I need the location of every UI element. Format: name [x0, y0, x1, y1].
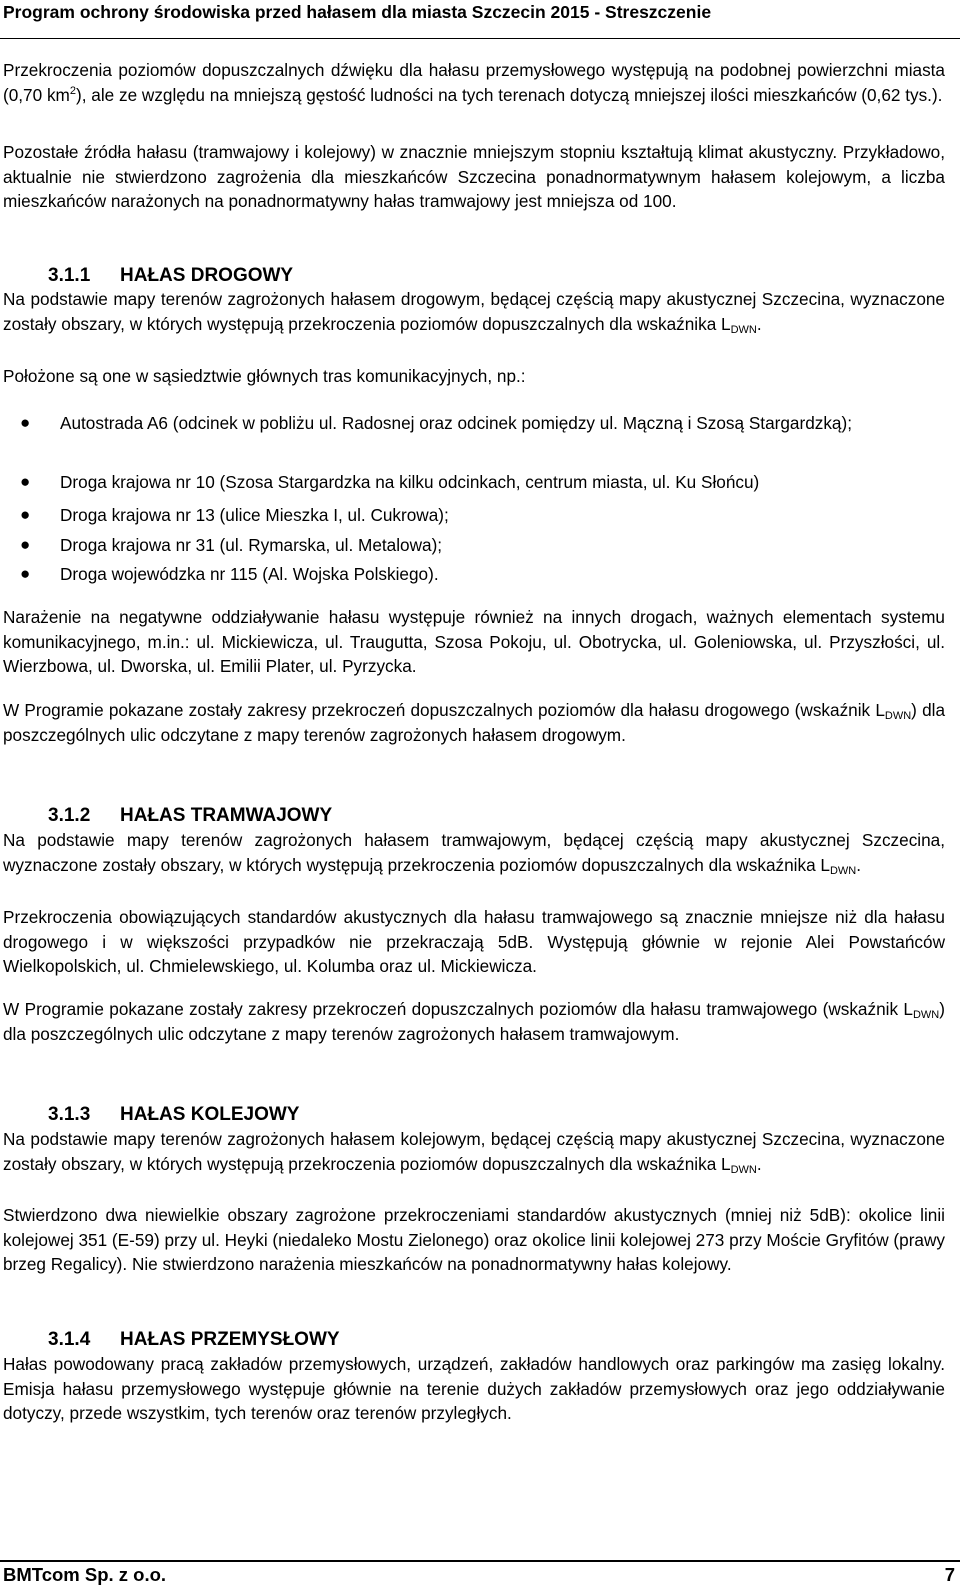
road-p4-text-a: W Programie pokazane zostały zakresy przekroczeń dopuszczalnych poziomów dla hałasu drogowego (wskaźnik L — [3, 700, 885, 720]
rail-p1-text-b: . — [756, 1153, 762, 1174]
company-name: BMTcom Sp. z o.o. — [3, 1564, 167, 1585]
bullet-icon: ● — [20, 413, 31, 432]
list-item-text: Droga krajowa nr 13 (ulice Mieszka I, ul. Cukrowa); — [60, 505, 449, 525]
road-p4-text-b: ) dla poszczególnych ulic odczytane z mapy terenów zagrożonych hałasem drogowym. — [3, 700, 945, 745]
rail-paragraph-2: Stwierdzono dwa niewielkie obszary zagrożone przekroczeniami standardów akustycznych (mniej niż 5dB): okolice linii kolejowej 351 (E-59) przy ul. Heyki (niedaleko Mostu Zielonego) oraz okolice linii kolejowej 273 przy Moście Gryfitów (prawy brzeg Regalicy). Nie stwierdzono narażenia mieszkańców na ponadnormatywny hałas kolejowy. — [3, 1205, 945, 1274]
road-paragraph-3: Narażenie na negatywne oddziaływanie hałasu występuje również na innych drogach, ważnych elementach systemu komunikacyjnego, m.in.: ul. Mickiewicza, ul. Traugutta, Szosa Pokoju, ul. Obotrycka, ul. Goleniowska, ul. Przyszłości, ul. Wierzbowa, ul. Dworska, ul. Emilii Plater, ul. Pyrzycka. — [3, 607, 945, 676]
document-title: Program ochrony środowiska przed hałasem dla miasta Szczecin 2015 - Streszczenie — [3, 2, 712, 22]
list-item — [0, 411, 945, 460]
page-number: 7 — [944, 1564, 955, 1585]
section-title-rail: HAŁAS KOLEJOWY — [120, 1104, 300, 1125]
section-number-tram: 3.1.2 — [48, 805, 91, 826]
tram-p1-text-b: . — [856, 854, 862, 875]
section-heading-industrial — [48, 1328, 340, 1352]
tram-p1-subscript: DWN — [829, 864, 857, 877]
list-item-text: Droga krajowa nr 10 (Szosa Stargardzka na kilku odcinkach, centrum miasta, ul. Ku Słońcu) — [60, 472, 760, 492]
section-title-tram: HAŁAS TRAMWAJOWY — [120, 805, 333, 826]
tram-paragraph-2: Przekroczenia obowiązujących standardów akustycznych dla hałasu tramwajowego są znacznie mniejsze niż dla hałasu drogowego i w większości przypadków nie przekraczają 5dB. Występują głównie w rejonie Alei Powstańców Wielkopolskich, ul. Chmielewskiego, ul. Kolumba oraz ul. Mickiewicza. — [3, 907, 945, 976]
industrial-paragraph-1: Hałas powodowany pracą zakładów przemysłowych, urządzeń, zakładów handlowych oraz parkingów ma zasięg lokalny. Emisja hałasu przemysłowego występuje głównie na terenie dużych zakładów przemysłowych oraz jego oddziaływanie dotyczy, przede wszystkim, tych terenów oraz terenów przyległych. — [3, 1354, 945, 1423]
road-paragraph-2: Położone są one w sąsiedztwie głównych tras komunikacyjnych, np.: — [3, 366, 526, 386]
intro-paragraph-2: Pozostałe źródła hałasu (tramwajowy i kolejowy) w znacznie mniejszym stopniu kształtują klimat akustyczny. Przykładowo, aktualnie nie stwierdzono zagrożenia dla mieszkańców Szczecina ponadnormatywnym hałasem kolejowym, a liczba mieszkańców narażonych na ponadnormatywny hałas tramwajowy jest mniejsza od 100. — [3, 142, 945, 211]
section-title-road: HAŁAS DROGOWY — [120, 265, 294, 286]
road-paragraph-1 — [3, 287, 945, 336]
road-p1-text-a: Na podstawie mapy terenów zagrożonych hałasem drogowym, będącej częścią mapy akustycznej Szczecina, wyznaczone zostały obszary, w których występują przekroczenia poziomów dopuszczalnych dla wskaźnika L — [3, 289, 945, 334]
page-footer — [0, 1560, 960, 1591]
bullet-icon: ● — [20, 564, 31, 583]
section-heading-road — [48, 264, 293, 288]
intro-p1-text-a: Przekroczenia poziomów dopuszczalnych dźwięku dla hałasu przemysłowego występują na podobnej powierzchni miasta (0,70 km — [3, 60, 945, 105]
list-item-text: Autostrada A6 (odcinek w pobliżu ul. Radosnej oraz odcinek pomiędzy ul. Mączną i Szosą Stargardzką); — [60, 413, 852, 433]
road-p1-text-b: . — [756, 313, 762, 334]
section-title-industrial: HAŁAS PRZEMYSŁOWY — [120, 1329, 340, 1350]
road-p4-subscript: DWN — [884, 710, 912, 722]
intro-paragraph-1 — [3, 58, 945, 107]
list-item-text: Droga krajowa nr 31 (ul. Rymarska, ul. Metalowa); — [60, 535, 443, 555]
rail-p1-text-a: Na podstawie mapy terenów zagrożonych hałasem kolejowym, będącej częścią mapy akustycznej Szczecina, wyznaczone zostały obszary, w których występują przekroczenia poziomów dopuszczalnych dla wskaźnika L — [3, 1129, 945, 1174]
tram-p3-subscript: DWN — [912, 1009, 940, 1021]
section-number-rail: 3.1.3 — [48, 1104, 91, 1125]
road-p1-subscript: DWN — [730, 323, 757, 336]
section-heading-tram — [48, 804, 332, 828]
bullet-icon: ● — [20, 535, 31, 554]
tram-p3-text-b: ) dla poszczególnych ulic odczytane z mapy terenów zagrożonych hałasem tramwajowym. — [3, 999, 945, 1044]
rail-p1-subscript: DWN — [730, 1163, 757, 1176]
list-item-text: Droga wojewódzka nr 115 (Al. Wojska Polskiego). — [60, 564, 439, 584]
tram-p1-text-a: Na podstawie mapy terenów zagrożonych hałasem tramwajowym, będącej częścią mapy akustycznej Szczecina, wyznaczone zostały obszary, w których występują przekroczenia poziomów dopuszczalnych dla wskaźnika L — [3, 830, 945, 875]
section-number-industrial: 3.1.4 — [48, 1329, 91, 1350]
intro-p1-text-b: ), ale ze względu na mniejszą gęstość ludności na tych terenach dotyczą mniejszej ilości mieszkańców (0,62 tys.). — [76, 84, 943, 105]
intro-p1-superscript: 2 — [69, 84, 76, 97]
road-paragraph-4 — [3, 698, 945, 747]
section-heading-rail — [48, 1103, 299, 1127]
rail-paragraph-1 — [3, 1127, 945, 1176]
bullet-icon: ● — [20, 472, 31, 491]
tram-paragraph-1 — [3, 828, 945, 877]
section-number-road: 3.1.1 — [48, 265, 91, 286]
page-header — [0, 0, 960, 39]
tram-p3-text-a: W Programie pokazane zostały zakresy przekroczeń dopuszczalnych poziomów dla hałasu tramwajowego (wskaźnik L — [3, 999, 913, 1019]
bullet-icon: ● — [20, 505, 31, 524]
tram-paragraph-3 — [3, 997, 945, 1046]
